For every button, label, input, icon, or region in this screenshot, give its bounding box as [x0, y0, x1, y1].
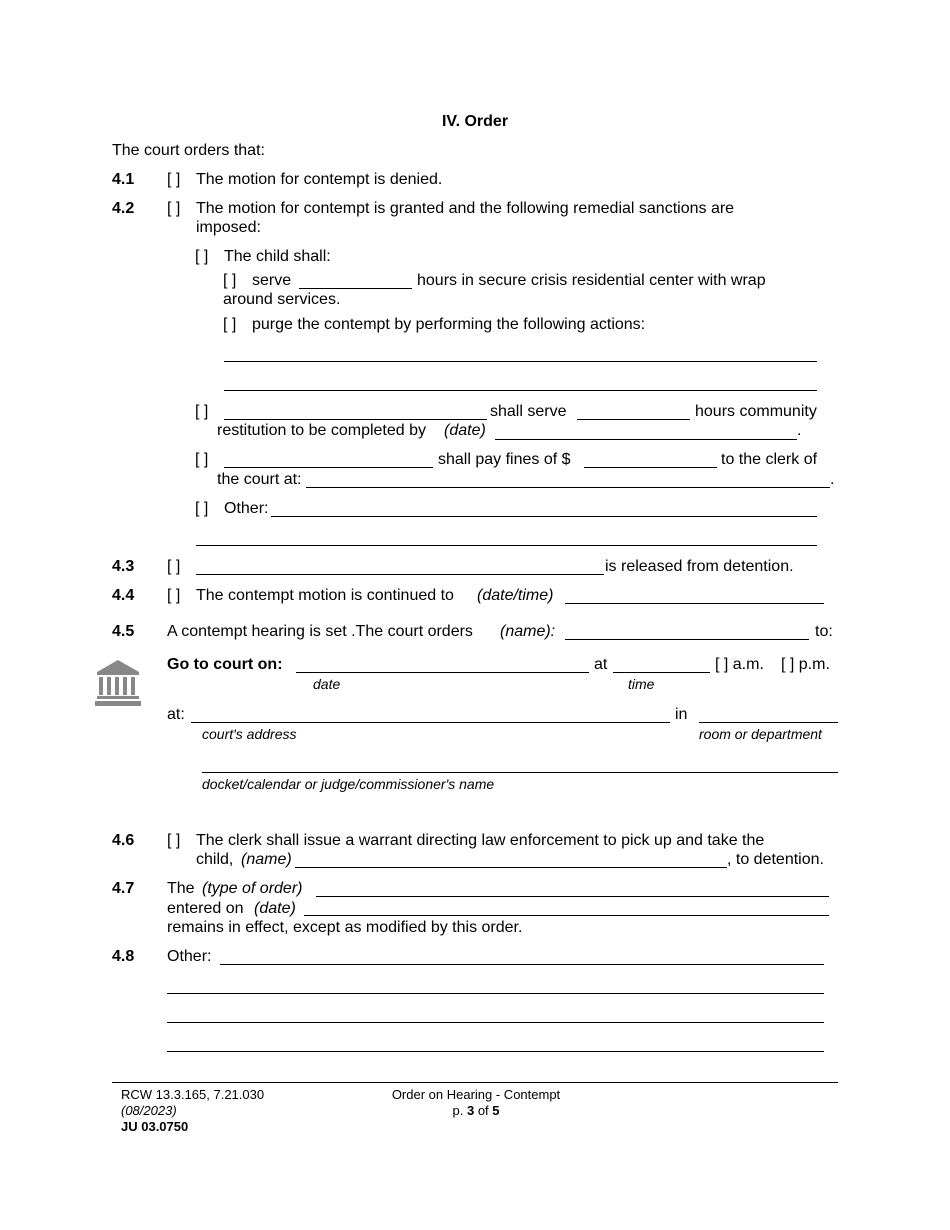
hours-blank[interactable]	[299, 288, 412, 289]
serve-cont-text: around services.	[223, 291, 341, 308]
other-line[interactable]	[220, 964, 824, 965]
checkbox[interactable]: [ ]	[195, 500, 209, 517]
other-line[interactable]	[196, 545, 817, 546]
page-prefix: p.	[452, 1103, 464, 1118]
name-blank[interactable]	[224, 467, 433, 468]
comm-text: shall serve	[490, 403, 567, 420]
footer-revision: (08/2023)	[121, 1103, 177, 1118]
date-caption: date	[313, 676, 341, 692]
serve-rest-text: hours in secure crisis residential center with wrap	[417, 272, 766, 289]
section-text: The contempt motion is continued to	[196, 587, 454, 604]
purge-text: purge the contempt by performing the following actions:	[252, 316, 646, 333]
italic-label: (name)	[241, 851, 292, 868]
section-text: A contempt hearing is set .The court orders	[167, 623, 473, 640]
checkbox[interactable]: [ ]	[195, 451, 209, 468]
purge-line[interactable]	[224, 390, 817, 391]
section-number: 4.7	[112, 880, 135, 897]
comm-date-label: (date)	[444, 422, 486, 439]
section-text: is released from detention.	[605, 558, 794, 575]
section-number: 4.3	[112, 558, 135, 575]
italic-label: (date/time)	[477, 587, 554, 604]
child-shall-text: The child shall:	[224, 248, 331, 265]
purge-line[interactable]	[224, 361, 817, 362]
to-text: to:	[815, 623, 833, 640]
section-number: 4.1	[112, 171, 135, 188]
other-line[interactable]	[167, 1051, 824, 1052]
section-number: 4.6	[112, 832, 135, 849]
footer-form-number: JU 03.0750	[121, 1119, 189, 1134]
remains-text: remains in effect, except as modified by this order.	[167, 919, 523, 936]
page-title: IV. Order	[441, 113, 509, 130]
italic-label: (name):	[500, 623, 556, 640]
am-checkbox[interactable]: [ ] a.m.	[715, 656, 764, 673]
section-number: 4.2	[112, 200, 135, 217]
room-caption: room or department	[699, 726, 822, 742]
entered-date-blank[interactable]	[304, 915, 829, 916]
other-line[interactable]	[167, 1022, 824, 1023]
fines-text: to the clerk of	[721, 451, 818, 468]
at-text: at:	[167, 706, 185, 723]
section-number: 4.8	[112, 948, 135, 965]
pm-checkbox[interactable]: [ ] p.m.	[781, 656, 830, 673]
section-text: The motion for contempt is denied.	[196, 171, 443, 188]
comm-text: hours community	[695, 403, 817, 420]
docket-caption: docket/calendar or judge/commissioner's name	[202, 776, 495, 792]
period: .	[830, 471, 835, 488]
section-text: The motion for contempt is granted and the following remedial sanctions are	[196, 200, 735, 217]
order-type-blank[interactable]	[316, 896, 829, 897]
page-number: 3	[466, 1103, 475, 1118]
other-text: Other:	[224, 500, 269, 517]
name-blank[interactable]	[196, 574, 604, 575]
period: .	[797, 422, 802, 439]
name-blank[interactable]	[224, 419, 487, 420]
section-text: The clerk shall issue a warrant directing law enforcement to pick up and take the	[196, 832, 765, 849]
child-text: child,	[196, 851, 234, 868]
section-number: 4.5	[112, 623, 135, 640]
checkbox[interactable]: [ ]	[195, 248, 209, 265]
footer-page	[346, 1103, 606, 1119]
checkbox[interactable]: [ ]	[167, 171, 181, 188]
footer-divider	[112, 1082, 838, 1083]
fines-text: shall pay fines of $	[438, 451, 571, 468]
address-caption: court's address	[202, 726, 297, 742]
checkbox[interactable]: [ ]	[195, 403, 209, 420]
hours-blank[interactable]	[577, 419, 690, 420]
entered-text: entered on	[167, 900, 244, 917]
courthouse-icon	[95, 659, 141, 707]
docket-blank[interactable]	[202, 772, 838, 773]
amount-blank[interactable]	[584, 467, 717, 468]
date-blank[interactable]	[495, 439, 797, 440]
at-text: at	[594, 656, 608, 673]
detention-text: , to detention.	[727, 851, 824, 868]
page-of: of	[477, 1103, 489, 1118]
date-time-blank[interactable]	[565, 603, 824, 604]
serve-text: serve	[252, 272, 292, 289]
italic-label: (type of order)	[202, 880, 303, 897]
the-text: The	[167, 880, 195, 897]
footer-title: Order on Hearing - Contempt	[391, 1087, 561, 1102]
intro-text: The court orders that:	[112, 142, 265, 159]
other-line[interactable]	[271, 516, 817, 517]
court-date-blank[interactable]	[296, 672, 589, 673]
other-line[interactable]	[167, 993, 824, 994]
checkbox[interactable]: [ ]	[167, 832, 181, 849]
address-blank[interactable]	[191, 722, 670, 723]
fines-text: the court at:	[217, 471, 302, 488]
page-total: 5	[492, 1103, 500, 1118]
go-to-court-label: Go to court on:	[167, 656, 283, 673]
name-blank[interactable]	[565, 639, 809, 640]
comm-text: restitution to be completed by	[217, 422, 427, 439]
checkbox[interactable]: [ ]	[223, 316, 237, 333]
court-blank[interactable]	[306, 487, 830, 488]
checkbox[interactable]: [ ]	[167, 200, 181, 217]
section-number: 4.4	[112, 587, 135, 604]
section-text: imposed:	[196, 219, 261, 236]
checkbox[interactable]: [ ]	[223, 272, 237, 289]
court-time-blank[interactable]	[613, 672, 710, 673]
other-text: Other:	[167, 948, 212, 965]
time-caption: time	[628, 676, 655, 692]
name-blank[interactable]	[295, 867, 727, 868]
italic-label: (date)	[254, 900, 296, 917]
checkbox[interactable]: [ ]	[167, 587, 181, 604]
footer-rcw: RCW 13.3.165, 7.21.030	[121, 1087, 265, 1102]
room-blank[interactable]	[699, 722, 838, 723]
checkbox[interactable]: [ ]	[167, 558, 181, 575]
in-text: in	[675, 706, 688, 723]
